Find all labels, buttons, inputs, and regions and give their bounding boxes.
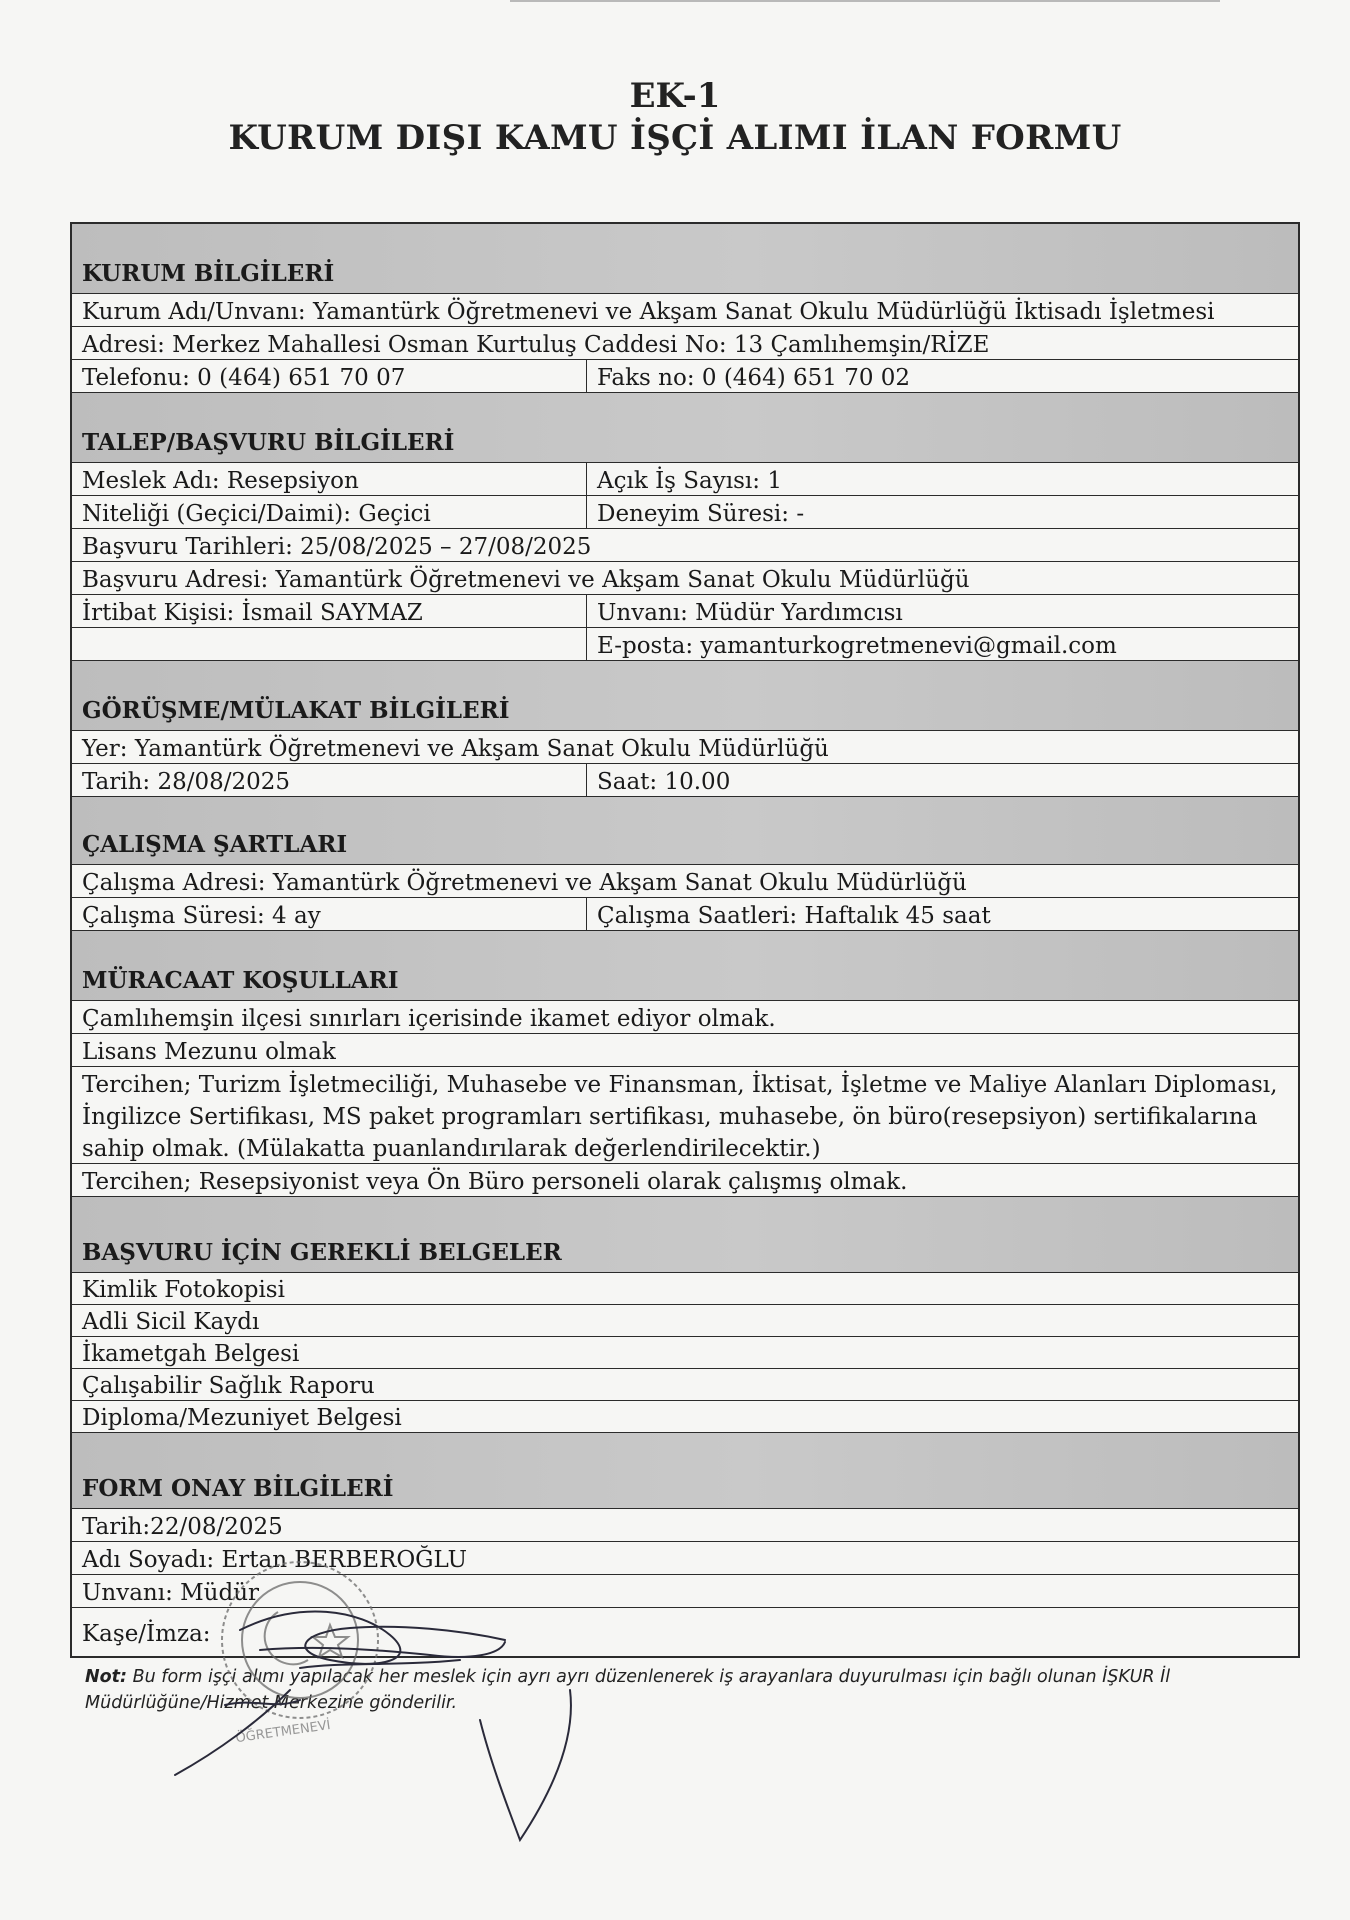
row-calisma-sure-saat: Çalışma Süresi: 4 ay Çalışma Saatleri: Haftalık 45 saat <box>72 898 1298 931</box>
section-talep-header: TALEP/BAŞVURU BİLGİLERİ <box>72 393 1298 463</box>
row-belge-3: İkametgah Belgesi <box>72 1337 1298 1369</box>
section-calisma-header: ÇALIŞMA ŞARTLARI <box>72 797 1298 865</box>
row-onay-unvan: Unvanı: Müdür <box>72 1575 1298 1608</box>
row-belge-1: Kimlik Fotokopisi <box>72 1273 1298 1305</box>
row-basvuru-adresi: Başvuru Adresi: Yamantürk Öğretmenevi ve Akşam Sanat Okulu Müdürlüğü <box>72 562 1298 595</box>
section-gorusme-header: GÖRÜŞME/MÜLAKAT BİLGİLERİ <box>72 661 1298 731</box>
section-onay-header: FORM ONAY BİLGİLERİ <box>72 1433 1298 1509</box>
section-muracaat-header: MÜRACAAT KOŞULLARI <box>72 931 1298 1001</box>
form-title: KURUM DIŞI KAMU İŞÇİ ALIMI İLAN FORMU <box>228 118 1122 158</box>
row-onay-kase: Kaşe/İmza: <box>82 1621 211 1647</box>
row-calisma-adresi: Çalışma Adresi: Yamantürk Öğretmenevi ve Akşam Sanat Okulu Müdürlüğü <box>72 865 1298 898</box>
footnote-text: Bu form işçi alımı yapılacak her meslek için ayrı ayrı düzenlenerek iş arayanlara duyurulması için bağlı olunan İŞKUR İl Müdürlüğüne/Hizmet Merkezine gönderilir. <box>85 1667 1171 1713</box>
row-kosul-2: Lisans Mezunu olmak <box>72 1034 1298 1067</box>
row-eposta <box>72 628 1298 661</box>
row-kurum-adres: Adresi: Merkez Mahallesi Osman Kurtuluş Caddesi No: 13 Çamlıhemşin/RİZE <box>72 327 1298 360</box>
row-gorusme-tarih-saat: Tarih: 28/08/2025 Saat: 10.00 <box>72 764 1298 797</box>
row-kosul-1: Çamlıhemşin ilçesi sınırları içerisinde ikamet ediyor olmak. <box>72 1001 1298 1034</box>
row-belge-4: Çalışabilir Sağlık Raporu <box>72 1369 1298 1401</box>
row-belge-5: Diploma/Mezuniyet Belgesi <box>72 1401 1298 1433</box>
row-gorusme-yer: Yer: Yamantürk Öğretmenevi ve Akşam Sanat Okulu Müdürlüğü <box>72 731 1298 764</box>
svg-text:ÖĞRETMENEVİ: ÖĞRETMENEVİ <box>234 1718 332 1747</box>
row-onay-tarih: Tarih:22/08/2025 <box>72 1509 1298 1542</box>
row-belge-2: Adli Sicil Kaydı <box>72 1305 1298 1337</box>
footnote <box>85 1664 1285 1716</box>
row-kurum-adi: Kurum Adı/Unvanı: Yamantürk Öğretmenevi ve Akşam Sanat Okulu Müdürlüğü İktisadı İşletmesi <box>72 294 1298 327</box>
row-meslek: Meslek Adı: Resepsiyon Açık İş Sayısı: 1 <box>72 463 1298 496</box>
row-kosul-4: Tercihen; Resepsiyonist veya Ön Büro personeli olarak çalışmış olmak. <box>72 1164 1298 1197</box>
row-nitelik: Niteliği (Geçici/Daimi): Geçici Deneyim Süresi: - <box>72 496 1298 529</box>
row-telefon-faks <box>72 360 1298 393</box>
row-basvuru-tarihleri: Başvuru Tarihleri: 25/08/2025 – 27/08/2025 <box>72 529 1298 562</box>
footnote-label: Not: <box>85 1667 128 1687</box>
section-kurum-header: KURUM BİLGİLERİ <box>72 224 1298 294</box>
row-onay-adsoyad: Adı Soyadı: Ertan BERBEROĞLU <box>72 1542 1298 1575</box>
email: E-posta: yamanturkogretmenevi@gmail.com <box>597 633 1117 659</box>
row-irtibat: İrtibat Kişisi: İsmail SAYMAZ Unvanı: Müdür Yardımcısı <box>72 595 1298 628</box>
section-belgeler-header: BAŞVURU İÇİN GEREKLİ BELGELER <box>72 1197 1298 1273</box>
announcement-form-table <box>70 222 1300 1658</box>
annex-label: EK-1 <box>629 76 721 116</box>
scan-edge-line <box>510 0 1220 2</box>
row-kosul-3: Tercihen; Turizm İşletmeciliği, Muhasebe ve Finansman, İktisat, İşletme ve Maliye Alanları Diploması, İngilizce Sertifikası, MS paket programları sertifikası, muhasebe, ön büro(resepsiyon) sertifikalarına sahip olmak. (Mülakatta puanlandırılarak değerlendirilecektir.) <box>72 1067 1298 1164</box>
fax: Faks no: 0 (464) 651 70 02 <box>597 365 911 391</box>
phone: Telefonu: 0 (464) 651 70 07 <box>82 365 406 391</box>
